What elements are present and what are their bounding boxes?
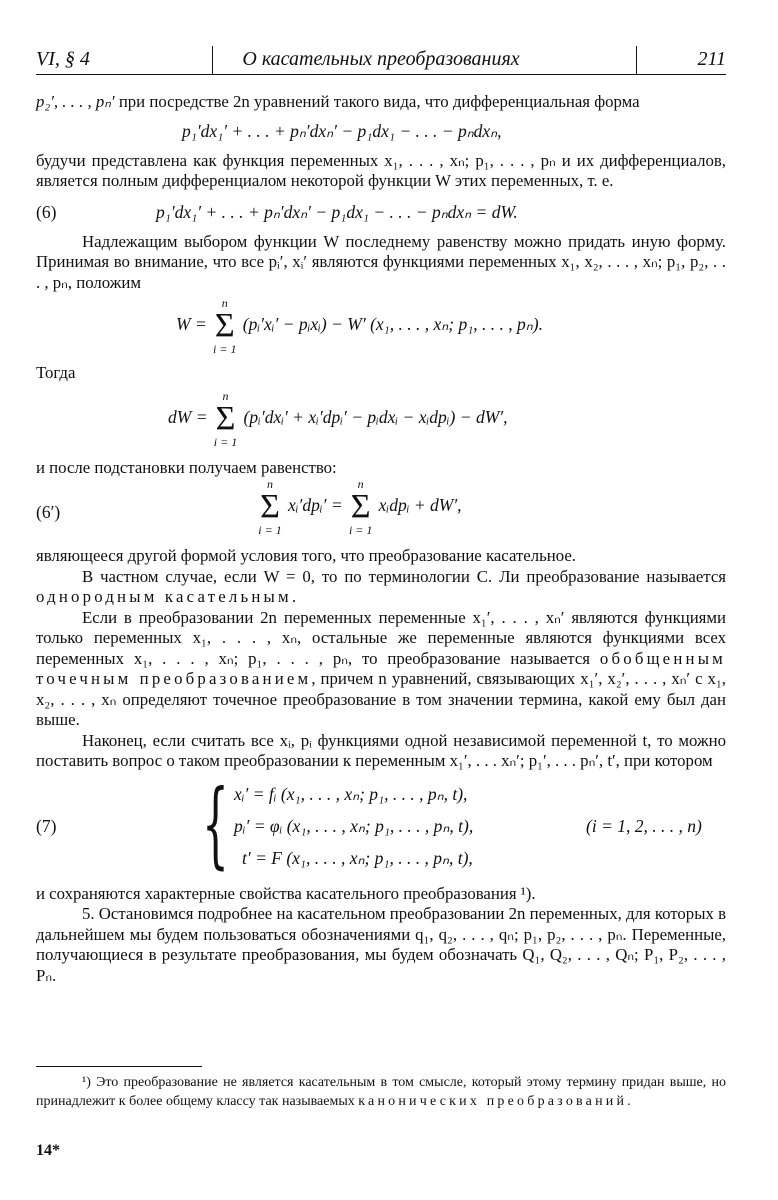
paragraph-7-text: Если в преобразовании 2n переменных переменные x₁′, . . . , xₙ′ являются функциями только переменных x₁, . . . , xₙ, остальные же переменные являются функциями всех переменных x₁, . . . , xₙ; p₁, . . . , pₙ, то преобразование называется — [36, 607, 726, 668]
system-brace: { — [202, 769, 229, 879]
equation-7-label: (7) — [36, 815, 57, 836]
footnote-body: ¹) Это преобразование не является касательным в том смысле, который этому термину придан выше, но принадлежит к более общему классу так называемых — [36, 1075, 726, 1109]
footnote — [36, 1074, 726, 1111]
sum-sign: n Σ i = 1 — [346, 478, 376, 536]
equation-6-prime — [36, 478, 726, 546]
footnote-rule — [36, 1066, 202, 1067]
equation-6-prime-mid2: xᵢdpᵢ + dW′, — [378, 495, 462, 516]
sum-lower-limit: i = 1 — [213, 434, 238, 449]
paragraph-2: будучи представлена как функция переменных x₁, . . . , xₙ; p₁, . . . , pₙ и их дифференциалов, является полным дифференциалом некоторой функции W этих переменных, т. е. — [36, 150, 726, 190]
paragraph-4: и после подстановки получаем равенство: — [36, 457, 337, 477]
running-head — [36, 46, 726, 75]
equation-W-right: (pᵢ′xᵢ′ − pᵢxᵢ) − W′ (x₁, . . . , xₙ; p₁, . . . , pₙ). — [242, 314, 543, 335]
equation-6-prime-body — [252, 478, 462, 536]
equation-7-range: (i = 1, 2, . . . , n) — [586, 815, 702, 836]
equation-7-row-2: pᵢ′ = φᵢ (x₁, . . . , xₙ; p₁, . . . , pₙ, t), — [234, 815, 474, 836]
sum-lower-limit: i = 1 — [213, 342, 237, 356]
sum-upper-limit: n — [357, 477, 364, 491]
equation-7-row-3: t′ = F (x₁, . . . , xₙ; p₁, . . . , pₙ, t), — [242, 847, 473, 868]
equation-form — [36, 113, 726, 151]
equation-6-prime-label: (6′) — [36, 502, 61, 522]
sum-upper-limit: n — [267, 477, 273, 491]
equation-6 — [36, 192, 726, 232]
paragraph-6 — [36, 567, 726, 608]
paragraph-7-end: , причем n уравнений, связывающих x₁′, x₂′, . . . , xₙ′ с x₁, x₂, . . . , xₙ определяют точечное преобразование в том значении термина, какой ему был дан выше. — [36, 669, 726, 729]
paragraph-7 — [36, 608, 726, 731]
chapter-title: О касательных преобразованиях — [242, 48, 520, 70]
para1-lead: p₂′, . . . , pₙ′ — [36, 92, 115, 111]
paragraph-10: 5. Остановимся подробнее на касательном преобразовании 2n переменных, для которых в дальнейшем мы будем пользоваться обозначениями q₁, q₂, . . . , qₙ; p₁, p₂, . . . , pₙ. Переменные, получающиеся в результате преобразования, мы будем обозначать Q₁, Q₂, . . . , Qₙ; P₁, P₂, . . . , Pₙ. — [36, 904, 726, 985]
paragraph-6-text: В частном случае, если W = 0, то по терминологии С. Ли преобразование называется — [82, 566, 726, 586]
sum-lower-limit: i = 1 — [258, 523, 282, 537]
term-canonical: канонических преобразований — [358, 1093, 628, 1109]
sum-upper-limit: n — [221, 296, 228, 310]
equation-dW-body — [168, 390, 507, 448]
equation-6-label: (6) — [36, 201, 57, 222]
footnote-end: . — [627, 1093, 631, 1109]
equation-W-body — [176, 297, 543, 355]
paragraph-5: являющееся другой формой условия того, что преобразование касательное. — [36, 546, 576, 565]
equation-7 — [36, 769, 726, 884]
paragraph-1 — [36, 92, 726, 113]
equation-dW-left: dW = — [168, 406, 208, 427]
paragraph-6-end: . — [291, 587, 297, 606]
term-generalized-point: обобщенным точечным преобразованием — [36, 648, 726, 688]
equation-dW — [36, 386, 726, 458]
equation-form-body: p₁′dx₁′ + . . . + pₙ′dxₙ′ − p₁dx₁ − . . . − pₙdxₙ, — [182, 120, 502, 141]
sum-sign: n Σ i = 1 — [210, 297, 240, 355]
sum-upper-limit: n — [222, 388, 229, 403]
equation-6-body: p₁′dx₁′ + . . . + pₙ′dxₙ′ − p₁dx₁ − . . . − pₙdxₙ = dW. — [156, 201, 518, 222]
footnote-text — [36, 1074, 726, 1111]
sum-sign: n Σ i = 1 — [211, 390, 241, 448]
equation-W-left: W = — [176, 314, 207, 335]
equation-W — [36, 293, 726, 363]
page-body — [36, 92, 726, 986]
section-label: VI, § 4 — [36, 48, 90, 70]
equation-6-prime-mid1: xᵢ′dpᵢ′ = — [288, 495, 343, 516]
para1-text: при посредстве 2n уравнений такого вида, что дифференциальная форма — [118, 92, 640, 111]
sum-sign: n Σ i = 1 — [255, 478, 285, 536]
term-homogeneous-contact: однородным касательным — [36, 587, 292, 606]
header-divider-right — [636, 46, 637, 74]
paragraph-3: Надлежащим выбором функции W последнему равенству можно придать иную форму. Принимая во внимание, что все pᵢ′, xᵢ′ являются функциями переменных x₁, x₂, . . . , xₙ; p₁, p₂, . . . , pₙ, положим — [36, 231, 726, 292]
sum-lower-limit: i = 1 — [348, 523, 373, 537]
togda-word: Тогда — [36, 363, 76, 382]
paragraph-8: Наконец, если считать все xᵢ, pᵢ функциями одной независимой переменной t, то можно поставить вопрос о таком преобразовании к переменным x₁′, . . . xₙ′; p₁′, . . . pₙ′, t′, при котором — [36, 730, 726, 770]
equation-dW-right: (pᵢ′dxᵢ′ + xᵢ′dpᵢ′ − pᵢdxᵢ − xᵢdpᵢ) − dW′, — [243, 406, 508, 427]
equation-7-row-1: xᵢ′ = fᵢ (x₁, . . . , xₙ; p₁, . . . , pₙ, t), — [234, 783, 468, 804]
page-number: 211 — [697, 48, 726, 70]
signature-mark: 14* — [36, 1142, 60, 1159]
paragraph-9: и сохраняются характерные свойства касательного преобразования ¹). — [36, 883, 536, 903]
